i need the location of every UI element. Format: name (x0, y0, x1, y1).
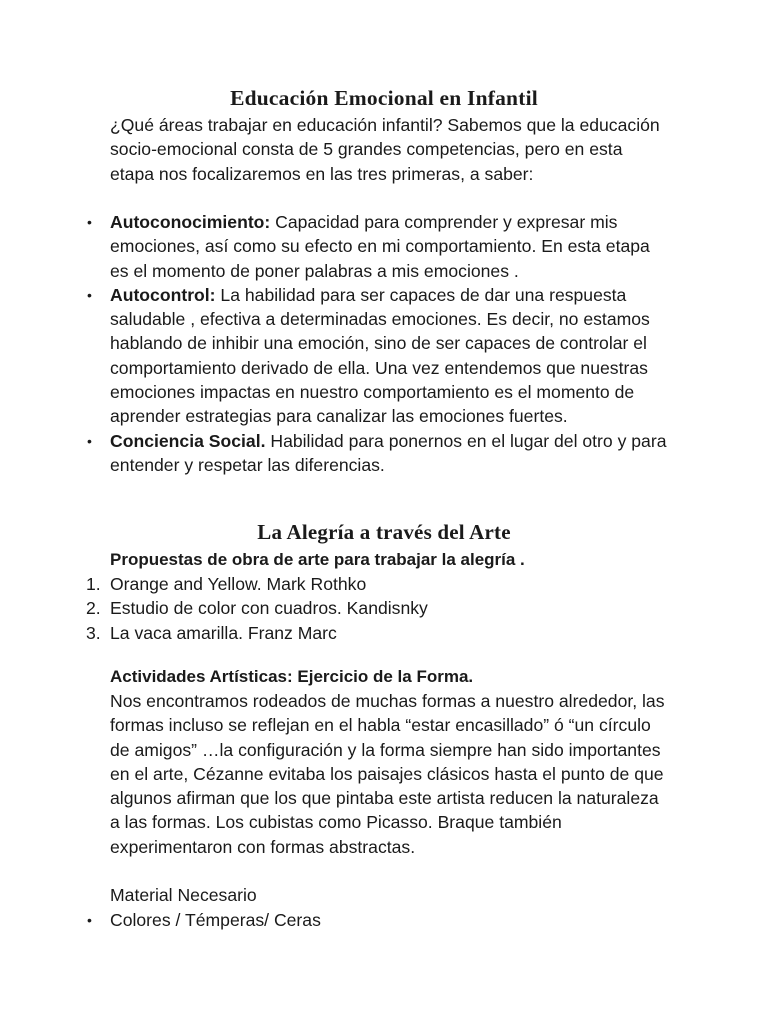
obra-text: La vaca amarilla. Franz Marc (110, 622, 337, 643)
obras-list (0, 572, 768, 645)
bullet-icon: • (87, 912, 92, 928)
list-item (0, 596, 768, 620)
materiales-list (0, 908, 768, 932)
term-description: Habilidad para ponernos en el lugar del otro y para entender y respetar las diferencias. (110, 430, 667, 475)
list-item (0, 210, 670, 283)
actividades-paragraph: Nos encontramos rodeados de muchas formas a nuestro alrededor, las formas incluso se reflejan en el habla “estar encasillado” ó “un círculo de amigos” …la configuración y la forma siempre han sido importantes en el arte, Cézanne evitaba los paisajes clásicos hasta el punto de que algunos afirman que los que pintaba este artista reducen la naturaleza a las formas. Los cubistas como Picasso. Braque también experimentaron con formas abstractas. (110, 691, 665, 857)
obra-text: Estudio de color con cuadros. Kandisnky (110, 598, 428, 619)
list-number: 1. (86, 574, 101, 594)
list-number: 2. (86, 598, 101, 619)
page-title: Educación Emocional en Infantil (230, 86, 538, 110)
bullet-icon: • (87, 214, 92, 230)
list-number: 3. (86, 622, 101, 643)
material-label: Material Necesario (110, 885, 257, 905)
material-text: Colores / Témperas/ Ceras (110, 910, 321, 930)
section-title: La Alegría a través del Arte (257, 520, 511, 544)
list-item (0, 283, 670, 429)
term-description: La habilidad para ser capaces de dar una respuesta saludable , efectiva a determinadas emociones. Es decir, no estamos hablando de inhibir una emoción, sino de ser capaces de controlar el comportamiento derivado de ella. Una vez entendemos que nuestras emociones impactas en nuestro comportamiento es el momento de aprender estrategias para canalizar las emociones fuertes. (110, 284, 650, 427)
bullet-icon: • (87, 286, 92, 303)
list-item (0, 621, 768, 645)
bullet-icon: • (87, 432, 92, 449)
obra-text: Orange and Yellow. Mark Rothko (110, 574, 367, 594)
intro-paragraph: ¿Qué áreas trabajar en educación infantil? Sabemos que la educación socio-emocional consta de 5 grandes competencias, pero en esta etapa nos focalizaremos en las tres primeras, a saber: (110, 115, 660, 184)
list-item (0, 908, 670, 932)
term-description: Capacidad para comprender y expresar mis emociones, así como su efecto en mi comportamiento. En esta etapa es el momento de poner palabras a mis emociones . (110, 212, 650, 281)
competencias-list (0, 210, 768, 477)
propuestas-heading: Propuestas de obra de arte para trabajar la alegría . (110, 550, 525, 569)
term-label: Conciencia Social. (110, 430, 266, 451)
term-label: Autoconocimiento: (110, 212, 271, 232)
actividades-heading: Actividades Artísticas: Ejercicio de la Forma. (110, 667, 474, 686)
term-label: Autocontrol: (110, 284, 216, 305)
list-item (0, 572, 768, 596)
list-item (0, 429, 670, 478)
